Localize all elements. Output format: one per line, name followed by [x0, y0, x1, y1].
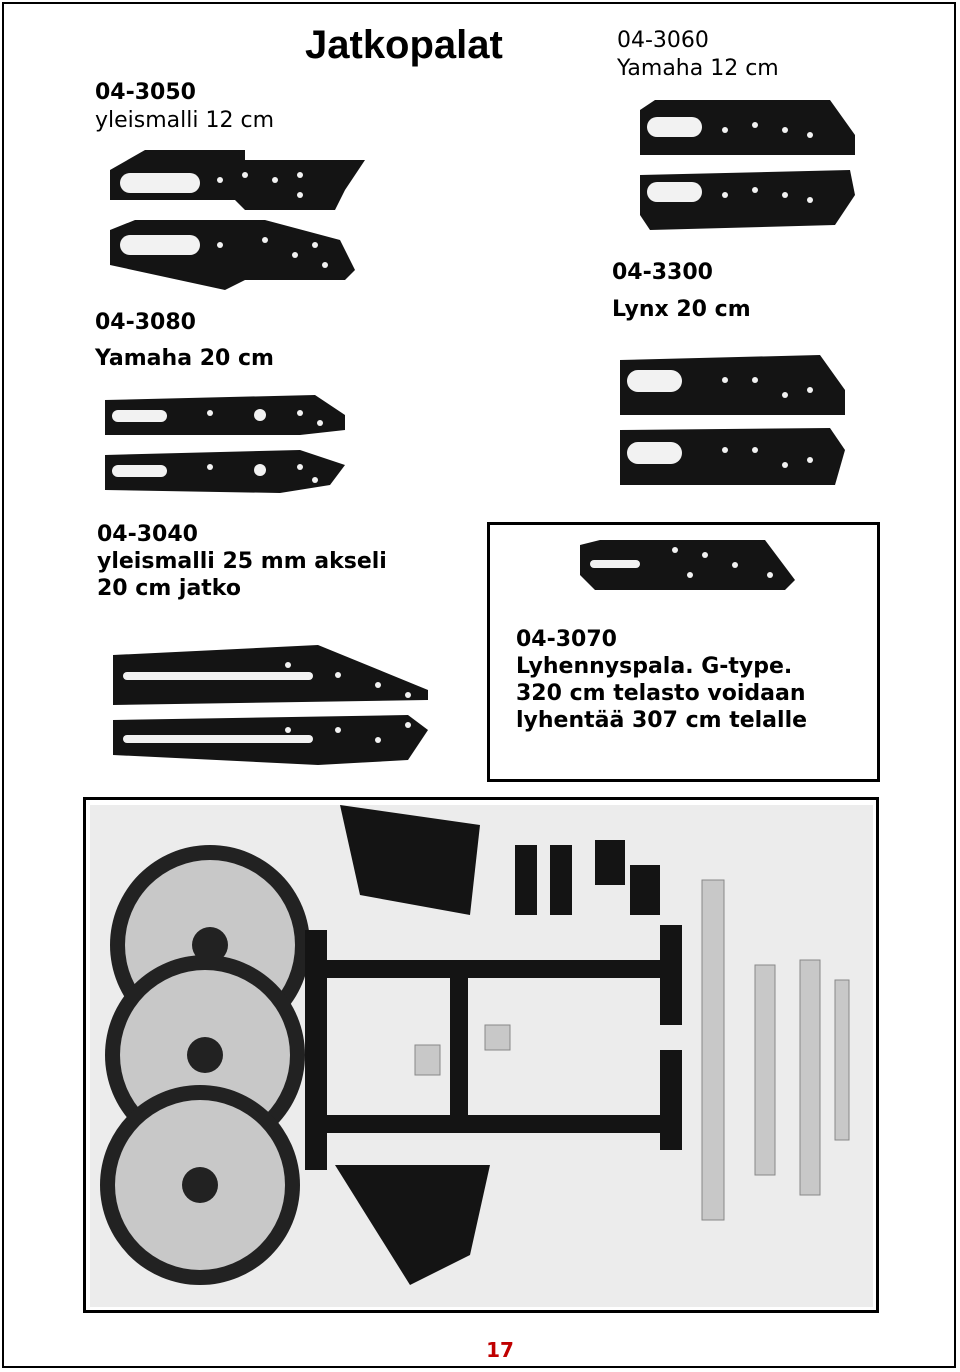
product-image-04-3000	[90, 805, 873, 1307]
product-desc3-04-3070: lyhentää 307 cm telalle	[516, 708, 808, 733]
product-image-04-3300	[615, 350, 850, 495]
product-desc-04-3070: Lyhennyspala. G-type.	[516, 654, 793, 679]
product-image-04-3060	[635, 95, 860, 240]
product-desc-04-3060: Yamaha 12 cm	[617, 56, 779, 81]
product-desc-04-3040: yleismalli 25 mm akseli	[97, 549, 387, 574]
product-code-04-3040: 04-3040	[97, 522, 198, 547]
wheel-group	[100, 845, 310, 1285]
product-image-04-3070	[575, 535, 800, 600]
product-image-04-3080	[100, 385, 350, 500]
product-desc-04-3080: Yamaha 20 cm	[95, 346, 274, 371]
product-desc-04-3300: Lynx 20 cm	[612, 297, 751, 322]
product-image-04-3040	[108, 640, 433, 770]
product-code-04-3300: 04-3300	[612, 260, 713, 285]
page-title: Jatkopalat	[305, 23, 503, 67]
product-code-04-3070: 04-3070	[516, 627, 617, 652]
page-number: 17	[486, 1338, 514, 1362]
product-code-04-3060: 04-3060	[617, 28, 709, 53]
product-desc2-04-3070: 320 cm telasto voidaan	[516, 681, 806, 706]
product-desc2-04-3040: 20 cm jatko	[97, 576, 241, 601]
product-desc-04-3050: yleismalli 12 cm	[95, 108, 274, 133]
product-code-04-3080: 04-3080	[95, 310, 196, 335]
product-code-04-3050: 04-3050	[95, 80, 196, 105]
product-image-04-3050	[105, 140, 370, 300]
